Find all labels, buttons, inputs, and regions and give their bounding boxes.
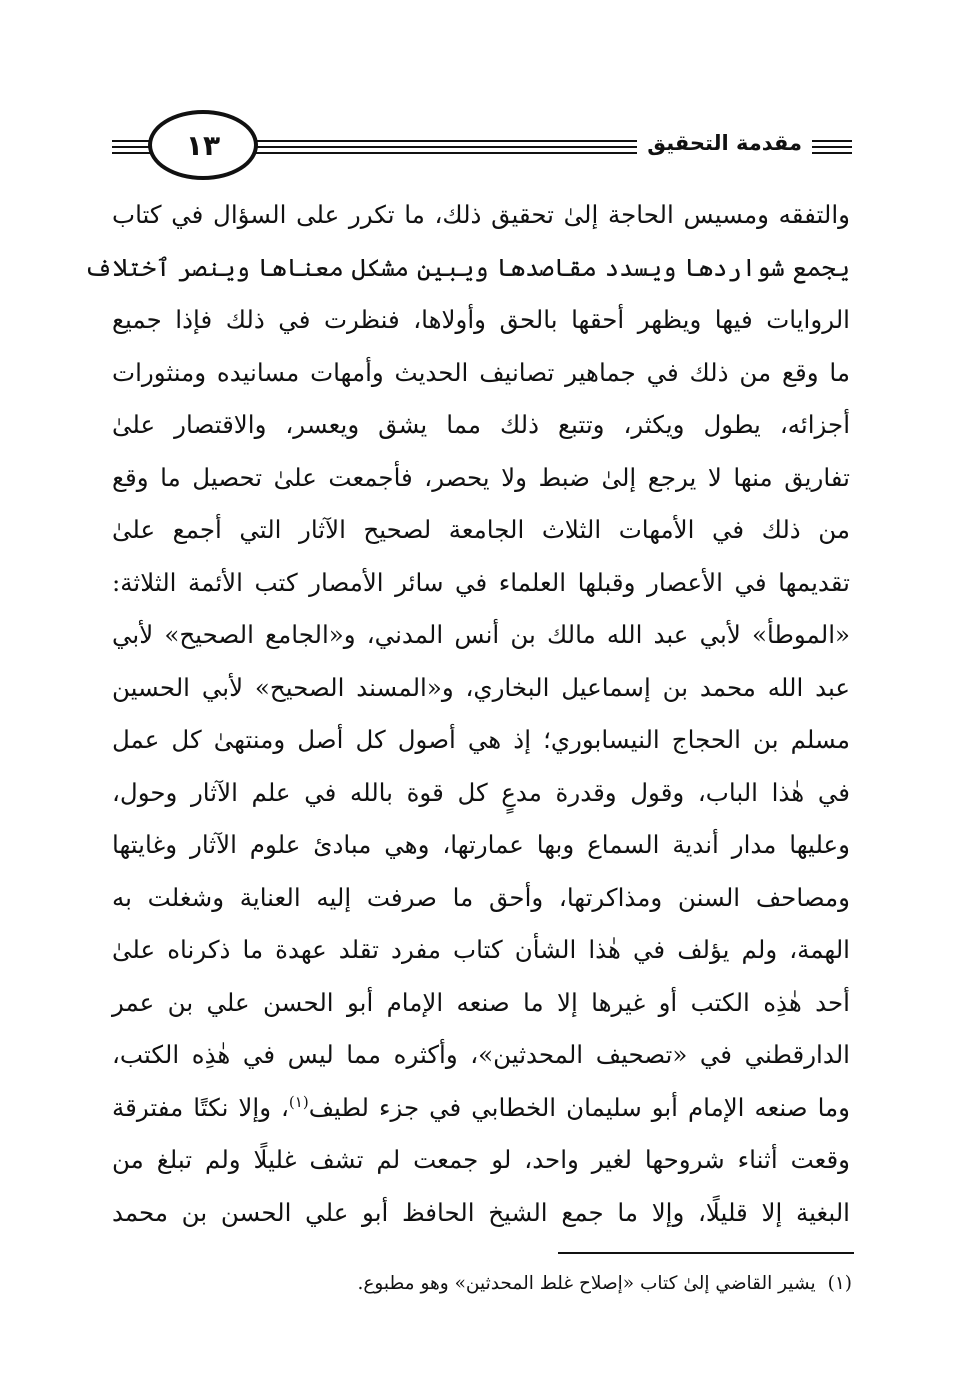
body-line: الدارقطني في «تصحيف المحدثين»، وأكثره مما ليس في هٰذِه الكتب،: [112, 1040, 850, 1069]
chapter-title: مقدمة التحقيق: [637, 126, 812, 160]
body-line: وقعت أثناء شروحها لغير واحد، لو جمعت لم تشف غليلًا ولم تبلغ من: [112, 1145, 850, 1174]
body-line: «الموطأ» لأبي عبد الله مالك بن أنس المدني، و«الجامع الصحيح» لأبي: [112, 620, 850, 649]
body-line: والتفقه ومسيس الحاجة إلىٰ تحقيق ذلك، ما تكرر على السؤال في كتاب: [112, 200, 850, 229]
footnote-reference[interactable]: (١): [288, 1092, 309, 1111]
body-line: البغية إلا قليلًا، وإلا ما جمع الشيخ الحافظ أبو علي الحسن بن محمد: [112, 1197, 850, 1227]
body-line: في هٰذا الباب، وقول وقدرة مدعٍ كل قوة بالله في علم الآثار وحول،: [112, 777, 850, 807]
footnote-number: (١): [827, 1273, 852, 1294]
page-header: [112, 108, 852, 184]
footnote-text: يشير القاضي إلىٰ كتاب «إصلاح غلط المحدثين» وهو مطبوع.: [357, 1273, 816, 1294]
body-line: ما وقع من ذلك في جماهير تصانيف الحديث وأمهات مسانيده ومنثورات: [112, 357, 850, 387]
body-line: وعليها مدار أندية السماع وبها عمارتها، وهي مبادئ علوم الآثار وغايتها: [112, 830, 850, 859]
line-text-after-ref: ، وإلا نكتًا مفترقة: [112, 1092, 289, 1122]
footnote: [357, 1268, 852, 1300]
page-number: ١٣: [148, 110, 258, 180]
body-line: الهمة، ولم يؤلف في هٰذا الشأن كتاب مفرد تقلد عهدة ما ذكرناه علىٰ: [112, 935, 850, 964]
body-line: تفاريق منها لا يرجع إلىٰ ضبط ولا يحصر، فأجمعت علىٰ تحصيل ما وقع: [112, 462, 850, 492]
body-line: ومصاحف السنن ومذاكرتها، وأحق ما صرفت إليه العناية وشغلت به: [112, 882, 850, 912]
body-text: [84, 189, 850, 1239]
body-line: مسلم بن الحجاج النيسابوري؛ إذ هي أصول كل أصل ومنتهىٰ كل عمل: [112, 725, 850, 754]
footnote-separator: [558, 1252, 854, 1254]
body-line: الروايات فيها ويظهر أحقها بالحق وأولاها، فنظرت في ذلك فإذا جميع: [112, 305, 850, 334]
body-line: تقديمها في الأعصار وقبلها العلماء في سائر الأمصار كتب الأئمة الثلاثة:: [112, 567, 850, 597]
body-line-with-footnote-ref: [112, 1082, 850, 1135]
body-line: أجزائه، يطول ويكثر، وتتبع ذلك مما يشق ويعسر، والاقتصار علىٰ: [112, 410, 850, 439]
body-line: يجمع شواردها ويسدد مقاصدها ويبين مشكل معناها وينصر ٱختلاف: [84, 252, 850, 282]
body-line: من ذلك في الأمهات الثلاث الجامعة لصحيح الآثار التي أجمع علىٰ: [112, 515, 850, 544]
line-text-before-ref: وما صنعه الإمام أبو سليمان الخطابي في جزء لطيف: [308, 1092, 850, 1122]
body-line: عبد الله محمد بن إسماعيل البخاري، و«المسند الصحيح» لأبي الحسين: [112, 672, 850, 702]
body-line: أحد هٰذِه الكتب أو غيرها إلا ما صنعه الإمام أبو الحسن علي بن عمر: [112, 987, 850, 1017]
